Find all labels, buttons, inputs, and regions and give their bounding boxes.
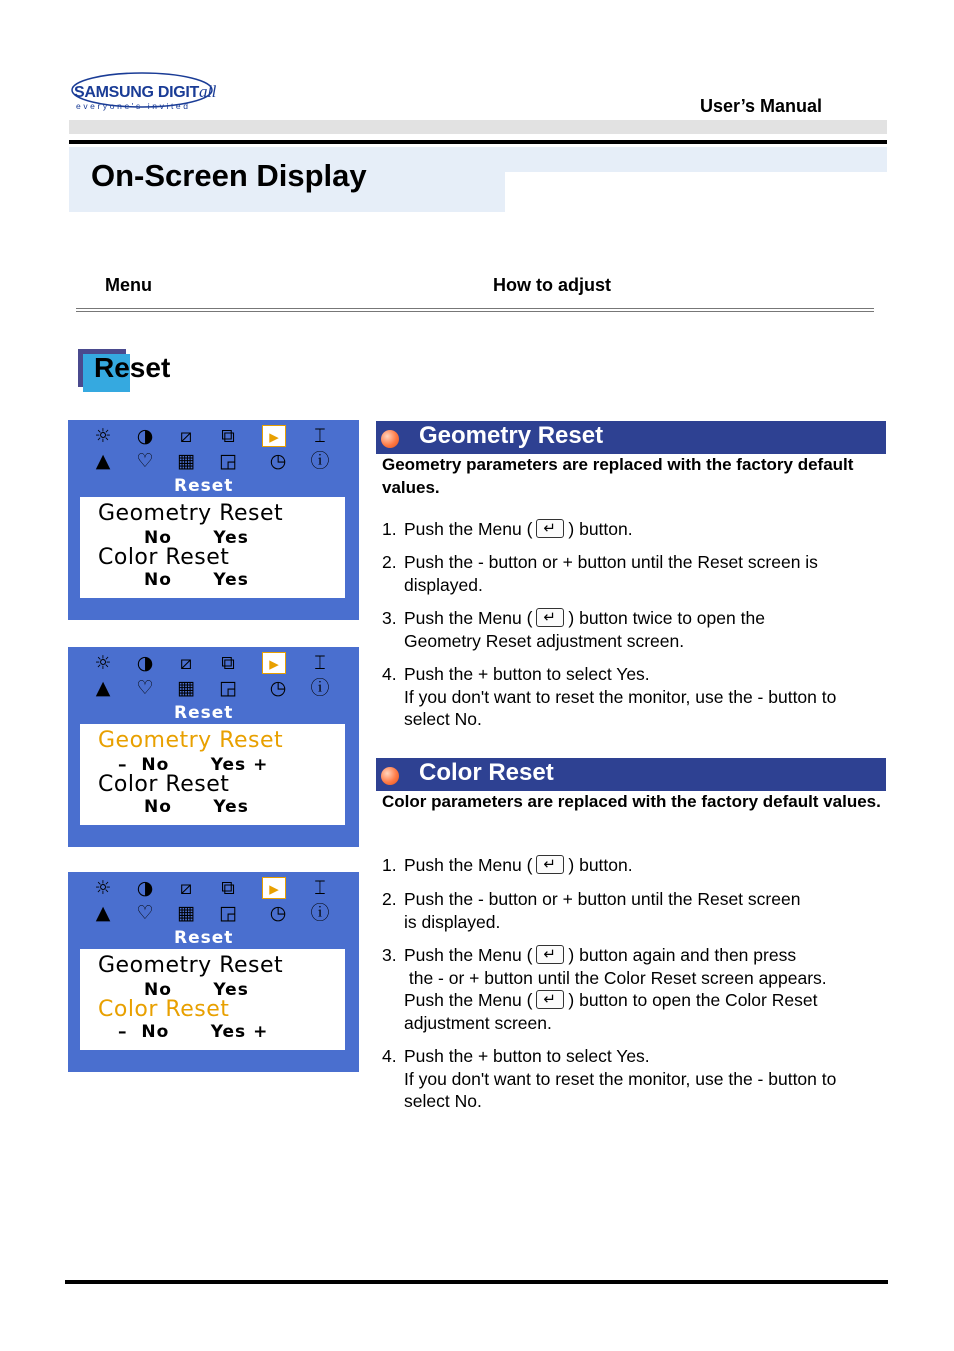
manual-title: User’s Manual	[700, 96, 823, 116]
menu-button-icon	[536, 990, 564, 1009]
temperature-icon: ⌶	[314, 877, 326, 899]
warning-icon: ▲	[95, 902, 111, 924]
footer-divider	[65, 1280, 888, 1284]
size-icon: ◲	[219, 450, 237, 472]
osd-screen-geometry-reset	[68, 647, 359, 847]
title-band-extension	[505, 147, 887, 172]
menu-button-icon	[536, 608, 564, 627]
clock-icon: ◷	[269, 450, 287, 472]
color-reset-heading: Color Reset	[419, 759, 554, 786]
bullet-icon	[381, 430, 399, 448]
osd-panel	[80, 497, 345, 598]
osd-menu-label: Reset	[174, 703, 234, 723]
osd-screen-color-reset	[68, 872, 359, 1072]
temperature-icon: ⌶	[314, 425, 326, 447]
bullet-icon	[381, 767, 399, 785]
column-header-how-to-adjust: How to adjust	[493, 275, 611, 295]
column-header-menu: Menu	[105, 275, 152, 295]
osd-color-options-active: – No Yes +	[118, 1022, 269, 1042]
osd-color-options: No Yes	[144, 797, 249, 817]
geometry-reset-heading-bar	[376, 421, 886, 454]
reset-icon: ▸	[262, 425, 286, 447]
color-icon: ♡	[136, 450, 154, 472]
contrast-icon: ◑	[136, 652, 154, 674]
geometry-reset-heading: Geometry Reset	[419, 422, 604, 449]
moire-icon: ▦	[177, 450, 195, 472]
osd-color-reset: Color Reset	[98, 545, 230, 570]
information-icon: ⓘ	[310, 677, 330, 699]
sun-icon: ☼	[94, 425, 112, 447]
position-icon: ⧄	[179, 652, 193, 674]
menu-button-icon	[536, 519, 564, 538]
reset-icon: ▸	[262, 877, 286, 899]
section-title: Reset	[94, 352, 171, 383]
logo-tagline: everyone's invited	[76, 101, 191, 111]
osd-menu-label: Reset	[174, 928, 234, 948]
osd-panel	[80, 724, 345, 825]
logo-wordmark: SAMSUNG DIGITall	[74, 82, 217, 101]
osd-geometry-options-active: – No Yes +	[118, 755, 269, 775]
clock-icon: ◷	[269, 902, 287, 924]
page-title: On-Screen Display	[91, 158, 367, 193]
moire-icon: ▦	[177, 677, 195, 699]
header-divider	[69, 140, 887, 144]
moire-icon: ▦	[177, 902, 195, 924]
geometry-reset-intro: Geometry parameters are replaced with the factory default values.	[382, 455, 854, 497]
osd-color-reset: Color Reset	[98, 772, 230, 797]
information-icon: ⓘ	[310, 450, 330, 472]
clock-icon: ◷	[269, 677, 287, 699]
header-gray-bar	[69, 120, 887, 134]
size-icon: ◲	[219, 902, 237, 924]
osd-geometry-reset: Geometry Reset	[98, 501, 284, 526]
osd-geometry-options: No Yes	[144, 528, 249, 548]
warning-icon: ▲	[95, 450, 111, 472]
title-band-notch	[505, 172, 525, 192]
osd-menu-label: Reset	[174, 476, 234, 496]
color-reset-heading-bar	[376, 758, 886, 791]
reset-icon: ▸	[262, 652, 286, 674]
image-icon: ⧉	[221, 877, 235, 899]
image-icon: ⧉	[221, 652, 235, 674]
warning-icon: ▲	[95, 677, 111, 699]
osd-color-options: No Yes	[144, 570, 249, 590]
position-icon: ⧄	[179, 877, 193, 899]
column-header-rule	[76, 308, 874, 312]
size-icon: ◲	[219, 677, 237, 699]
osd-screen-reset	[68, 420, 359, 620]
color-reset-intro: Color parameters are replaced with the factory default values.	[382, 792, 881, 811]
osd-geometry-reset: Geometry Reset	[98, 953, 284, 978]
osd-geometry-reset-active: Geometry Reset	[98, 728, 284, 753]
image-icon: ⧉	[221, 425, 235, 447]
osd-panel	[80, 949, 345, 1050]
menu-button-icon	[536, 855, 564, 874]
color-icon: ♡	[136, 677, 154, 699]
contrast-icon: ◑	[136, 877, 154, 899]
samsung-logo	[70, 70, 215, 112]
color-icon: ♡	[136, 902, 154, 924]
sun-icon: ☼	[94, 652, 112, 674]
osd-color-reset-active: Color Reset	[98, 997, 230, 1022]
contrast-icon: ◑	[136, 425, 154, 447]
temperature-icon: ⌶	[314, 652, 326, 674]
position-icon: ⧄	[179, 425, 193, 447]
sun-icon: ☼	[94, 877, 112, 899]
osd-geometry-options: No Yes	[144, 980, 249, 1000]
information-icon: ⓘ	[310, 902, 330, 924]
menu-button-icon	[536, 945, 564, 964]
